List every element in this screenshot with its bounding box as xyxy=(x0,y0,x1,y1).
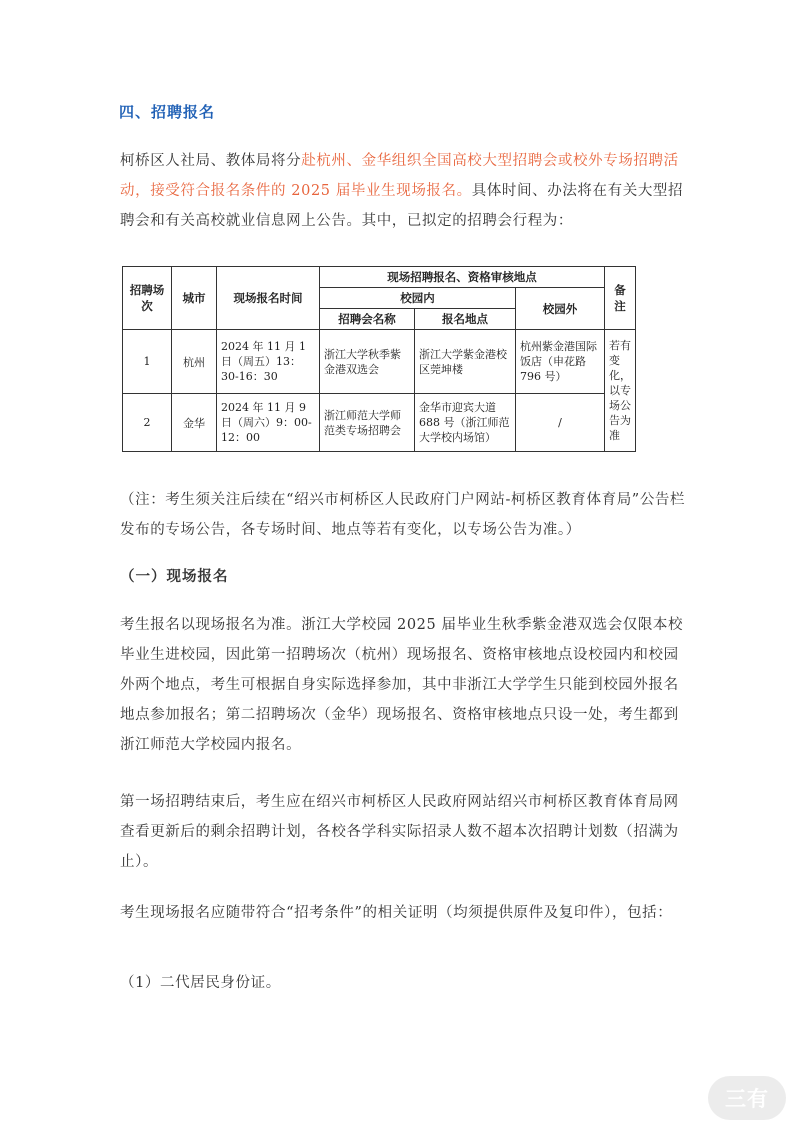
intro-suffix: 具体时间、办法将在有关大型招聘会和有关高校就业信息网上公告。其中，已拟定的招聘会行程为： xyxy=(120,183,684,229)
header-no: 招聘场次 xyxy=(123,267,172,330)
schedule-table xyxy=(122,266,636,452)
intro-prefix: 柯桥区人社局、教体局将分 xyxy=(120,153,302,169)
table-row xyxy=(123,330,636,394)
header-time: 现场报名时间 xyxy=(217,267,320,330)
schedule-table-wrapper xyxy=(122,266,636,452)
documents-paragraph: 考生现场报名应随带符合“招考条件”的相关证明（均须提供原件及复印件），包括： xyxy=(120,905,673,921)
table-header-row xyxy=(123,267,636,288)
header-group: 现场招聘报名、资格审核地点 xyxy=(320,267,605,288)
row-time: 2024 年 11 月 9 日（周六）9：00-12：00 xyxy=(217,394,320,452)
row-remark: 若有变化，以专场公告为准 xyxy=(605,330,636,452)
row-city: 杭州 xyxy=(172,330,217,394)
header-remark: 备注 xyxy=(605,267,636,330)
table-row xyxy=(123,394,636,452)
row-off-campus: 杭州紫金港国际饭店（申花路 796 号） xyxy=(516,330,605,394)
header-fair-name: 招聘会名称 xyxy=(320,309,415,330)
plan-paragraph: 第一场招聘结束后，考生应在绍兴市柯桥区人民政府网站绍兴市柯桥区教育体育局网查看更新后的剩余招聘计划，各校各学科实际招录人数不超本次招聘计划数（招满为止）。 xyxy=(120,794,679,870)
intro-highlight: 赴杭州、金华组织全国高校大型招聘会或校外专场招聘活动，接受符合报名条件的 2025 届毕业生现场报名。 xyxy=(120,153,679,199)
header-city: 城市 xyxy=(172,267,217,330)
row-time: 2024 年 11 月 1 日（周五）13：30-16：30 xyxy=(217,330,320,394)
row-fair-name: 浙江大学秋季紫金港双选会 xyxy=(320,330,415,394)
header-off-campus: 校园外 xyxy=(516,288,605,330)
row-addr: 金华市迎宾大道 688 号（浙江师范大学校内场馆） xyxy=(415,394,516,452)
row-fair-name: 浙江师范大学师范类专场招聘会 xyxy=(320,394,415,452)
onsite-paragraph: 考生报名以现场报名为准。浙江大学校园 2025 届毕业生秋季紫金港双选会仅限本校毕业生进校园，因此第一招聘场次（杭州）现场报名、资格审核地点设校园内和校园外两个地点，考生可根据自身实际选择参加，其中非浙江大学学生只能到校园外报名地点参加报名；第二招聘场次（金华）现场报名、资格审核地点只设一处，考生都到浙江师范大学校园内报名。 xyxy=(120,617,684,753)
note-paragraph: （注：考生须关注后续在“绍兴市柯桥区人民政府门户网站-柯桥区教育体育局”公告栏发布的专场公告，各专场时间、地点等若有变化，以专场公告为准。） xyxy=(120,492,686,538)
intro-paragraph xyxy=(120,146,686,236)
subsection-heading: （一）现场报名 xyxy=(120,568,229,585)
row-city: 金华 xyxy=(172,394,217,452)
row-no: 1 xyxy=(123,330,172,394)
row-addr: 浙江大学紫金港校区莞坤楼 xyxy=(415,330,516,394)
row-off-campus: / xyxy=(516,394,605,452)
row-no: 2 xyxy=(123,394,172,452)
header-addr: 报名地点 xyxy=(415,309,516,330)
id-card-item: （1）二代居民身份证。 xyxy=(120,975,281,991)
section-heading: 四、招聘报名 xyxy=(119,103,216,121)
watermark-logo: 三有 xyxy=(708,1076,786,1120)
header-on-campus: 校园内 xyxy=(320,288,516,309)
